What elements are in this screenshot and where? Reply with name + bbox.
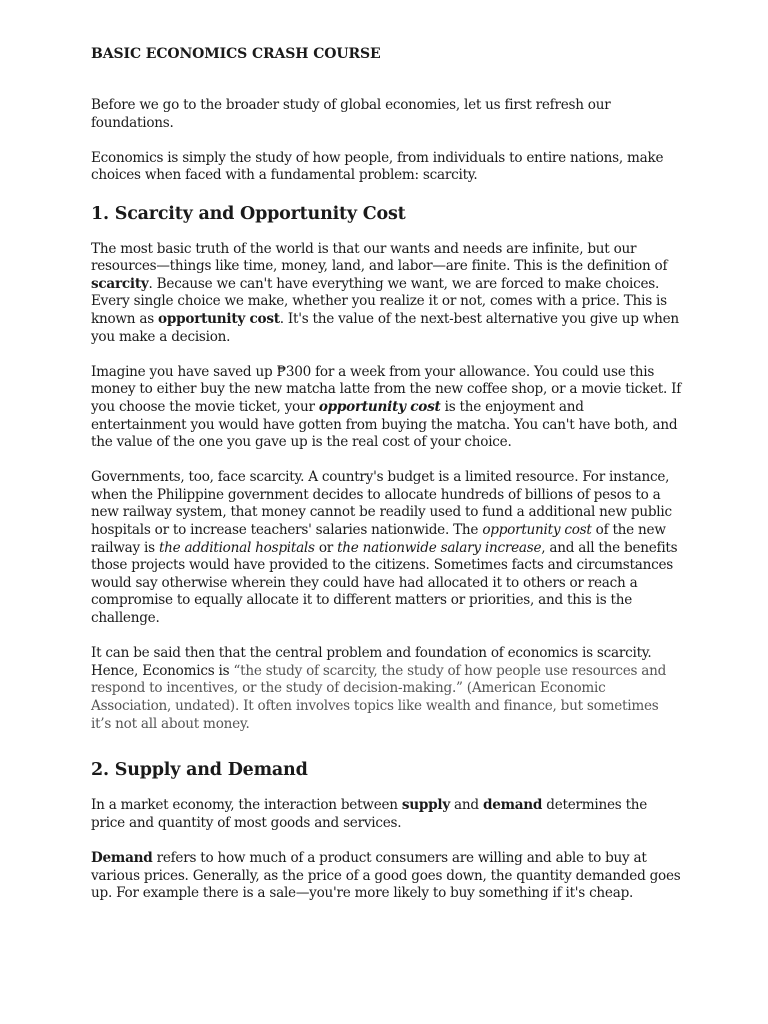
demand-heading-term: Demand [91,849,153,866]
opportunity-cost-emphasis: opportunity cost [318,398,441,415]
central-problem-paragraph: It can be said then that the central problem and foundation of economics is scarcity. Hence, Economics is “the study of scarcity, the study of how people use resources and respond to incentives, or the study of decision-making.” (American Economic Association, undated). It often involves topics like wealth and finance, but sometimes it’s not all about money. [91,645,667,732]
opportunity-cost-italic: opportunity cost [482,522,592,539]
document-title: BASIC ECONOMICS CRASH COURSE [91,46,381,62]
section-1-heading: 1. Scarcity and Opportunity Cost [91,203,406,224]
opportunity-cost-term: opportunity cost [158,310,280,327]
intro-paragraph-2: Economics is simply the study of how people, from individuals to entire nations, make choices when faced with a fundamental problem: scarcity. [91,149,664,184]
market-economy-paragraph: In a market economy, the interaction between supply and demand determines the price and quantity of most goods and services. [91,797,648,831]
intro-paragraph-1: Before we go to the broader study of global economies, let us first refresh our foundations. [91,97,611,131]
scarcity-term: scarcity [91,275,149,292]
economics-definition-quote: “the study of scarcity, the study of how people use resources and respond to incentives, or the study of decision-making.” (American Economic Association, undated). It often involves topics like wealth and finance, but sometimes it’s not all about money. [91,662,667,732]
allowance-example-paragraph: Imagine you have saved up ₱300 for a week from your allowance. You could use this money to either buy the new matcha latte from the new coffee shop, or a movie ticket. If you choose the movie ticket, your opportunity cost is the enjoyment and entertainment you would have gotten from buying the matcha. You can't have both, and the value of the one you gave up is the real cost of your choice. [91,363,682,451]
demand-term: demand [482,797,543,814]
section-2-heading: 2. Supply and Demand [91,760,308,781]
salary-increase-italic: the nationwide salary increase [337,539,542,556]
scarcity-paragraph: The most basic truth of the world is that our wants and needs are infinite, but our resources—things like time, money, land, and labor—are finite. This is the definition of scarcity. Because we can't have everything we want, we are forced to make choices. Every single choice we make, whether you realize it or not, comes with a price. This is known as opportunity cost. It's the value of the next-best alternative you give up when you make a decision. [91,240,679,345]
government-example-paragraph: Governments, too, face scarcity. A country's budget is a limited resource. For instance, when the Philippine government decides to allocate hundreds of billions of pesos to a new railway system, that money cannot be readily used to fund a additional new public hospitals or to increase teachers' salaries nationwide. The opportunity cost of the new railway is the additional hospitals or the nationwide salary increase, and all the benefits those projects would have provided to the citizens. Sometimes facts and circumstances would say otherwise wherein they could have had allocated it to others or reach a compromise to equally allocate it to different matters or priorities, and this is the challenge. [91,469,678,627]
supply-term: supply [401,797,450,814]
additional-hospitals-italic: the additional hospitals [158,539,315,556]
document-page [91,44,681,920]
demand-paragraph: Demand refers to how much of a product consumers are willing and able to buy at various prices. Generally, as the price of a good goes down, the quantity demanded goes up. For example there is a sale—you're more likely to buy something if it's cheap. [91,849,681,902]
